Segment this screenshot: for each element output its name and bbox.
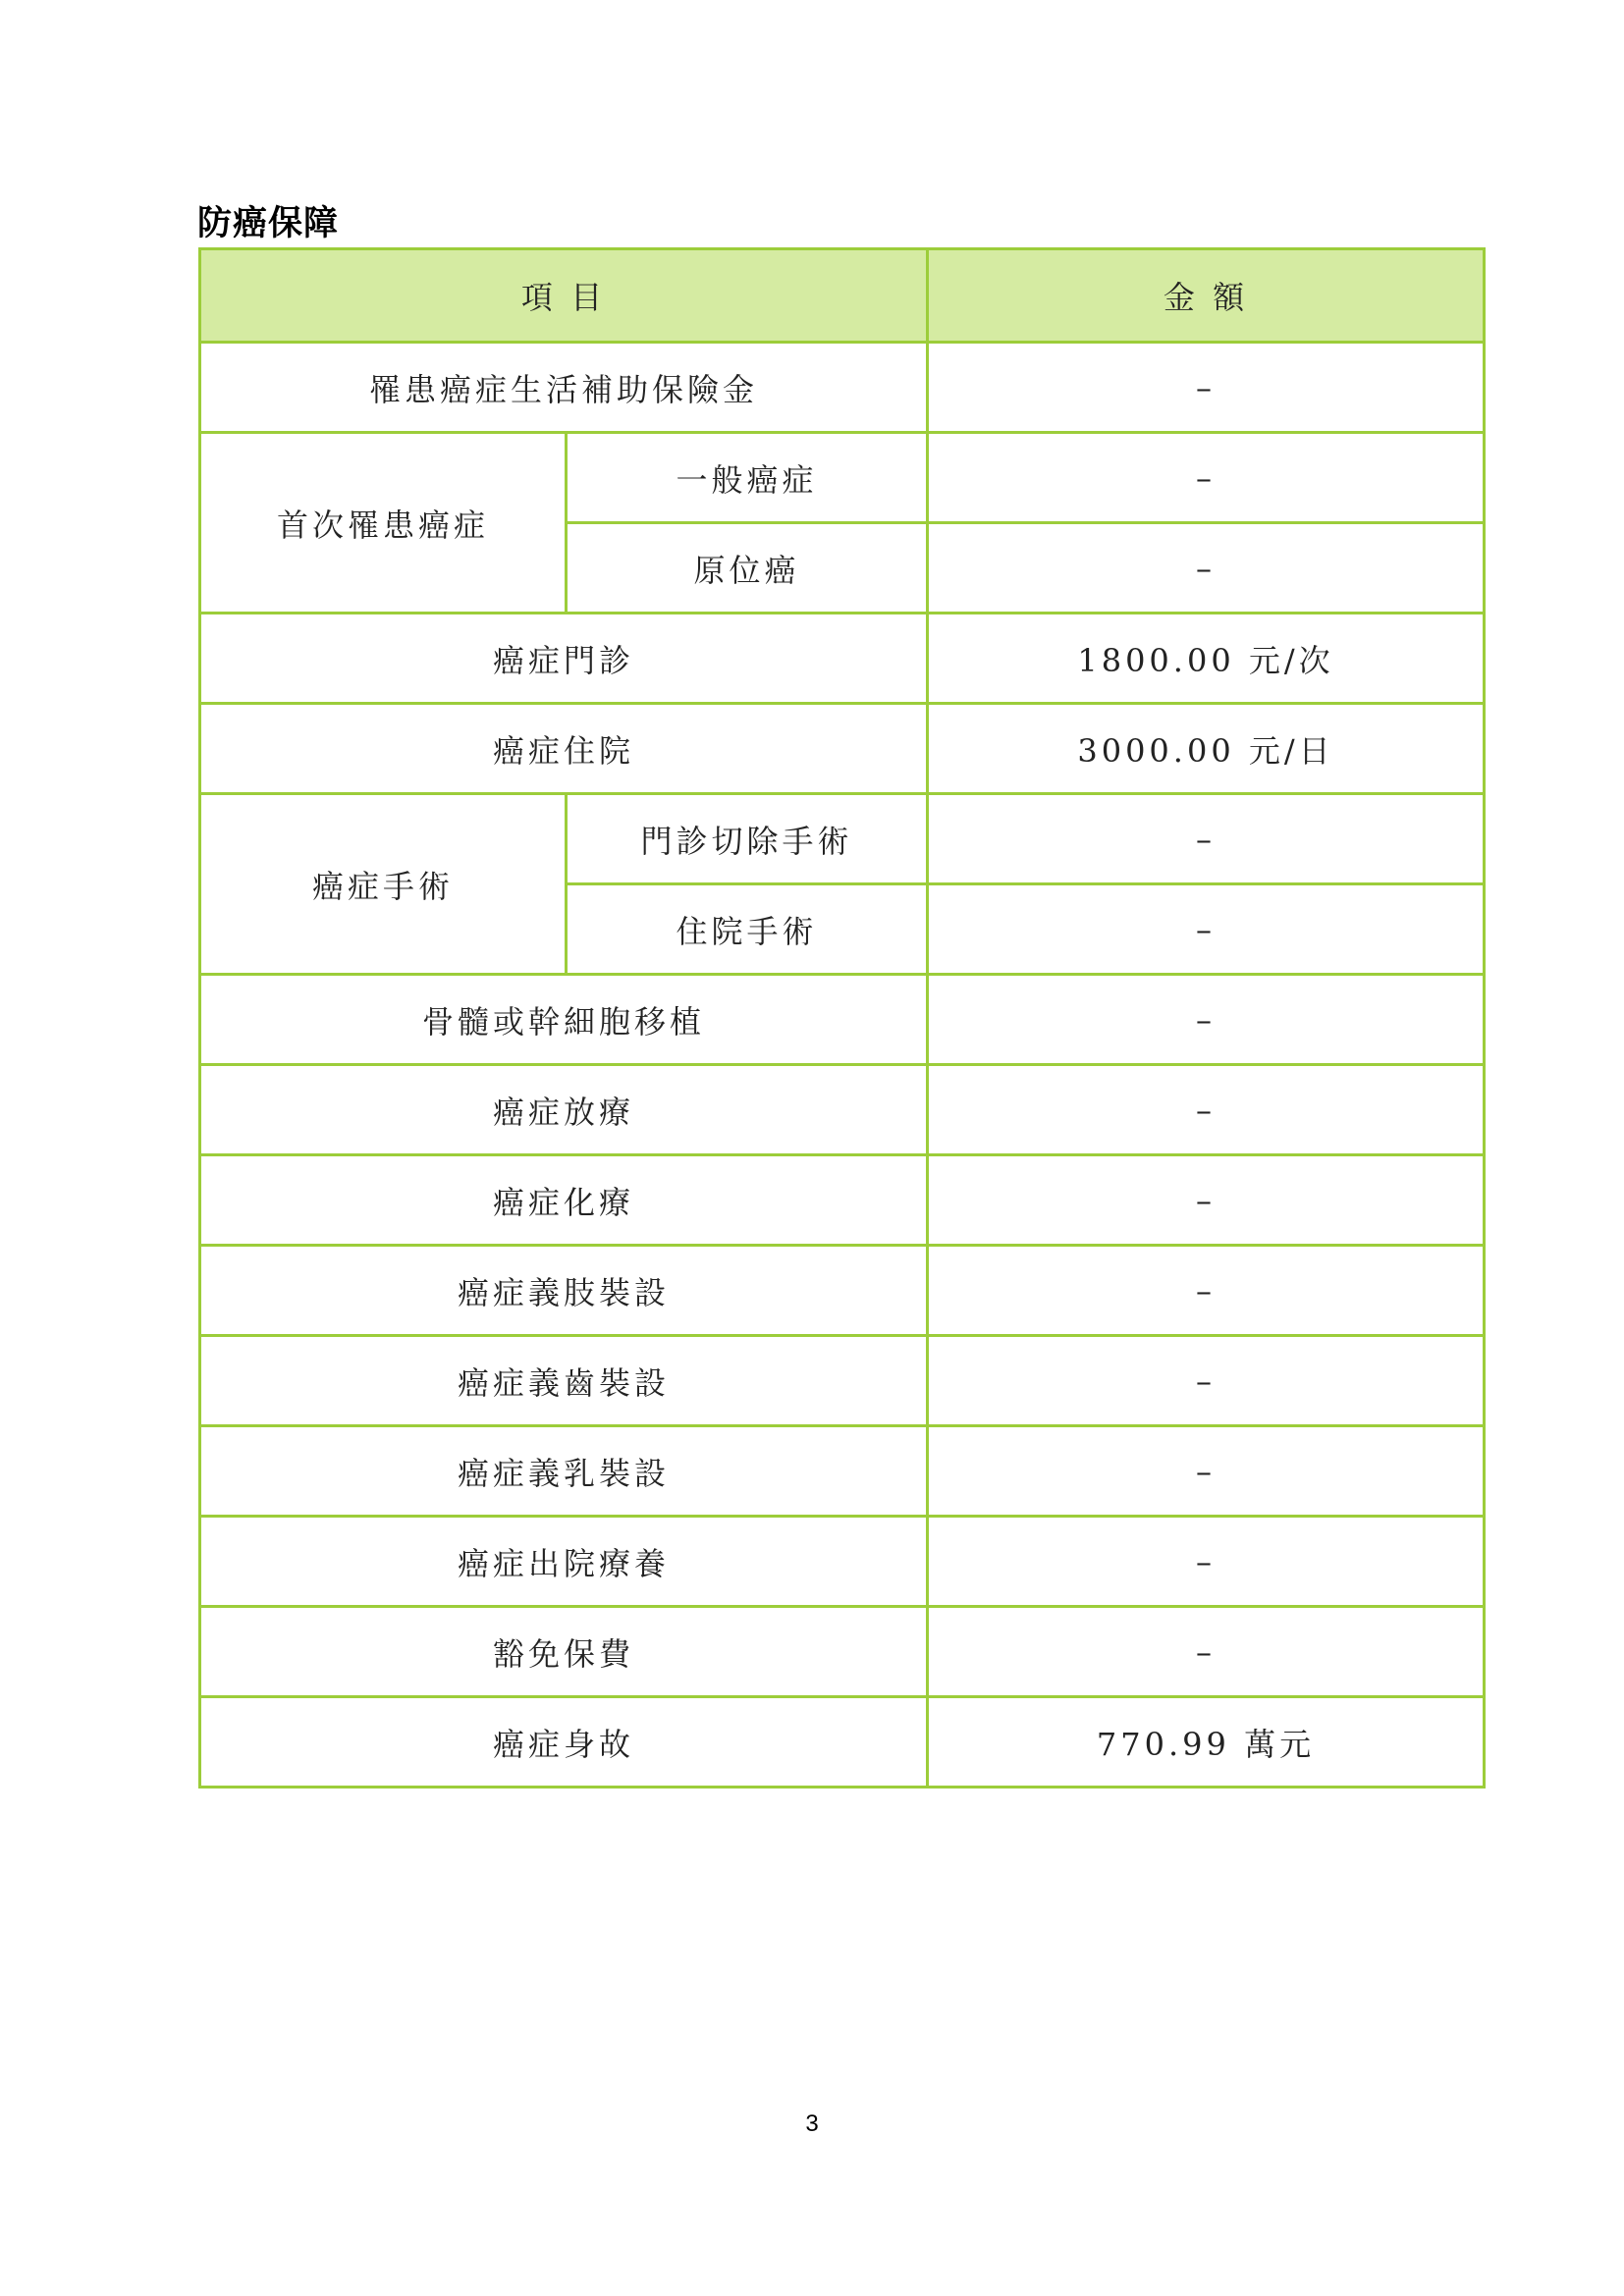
- row-label: 癌症放療: [200, 1065, 928, 1155]
- page-number: 3: [805, 2110, 819, 2137]
- row-value: 770.99 萬元: [928, 1697, 1485, 1788]
- table-row: [200, 1336, 1485, 1426]
- row-sub-label: 門診切除手術: [567, 794, 928, 884]
- row-value: –: [928, 1336, 1485, 1426]
- table-row: [200, 975, 1485, 1065]
- row-value: –: [928, 1607, 1485, 1697]
- row-label: 骨髓或幹細胞移植: [200, 975, 928, 1065]
- row-group-label: 癌症手術: [200, 794, 567, 975]
- row-label: 癌症化療: [200, 1155, 928, 1246]
- row-label: 豁免保費: [200, 1607, 928, 1697]
- table-row: [200, 614, 1485, 704]
- header-amount: 金 額: [928, 249, 1485, 343]
- row-sub-label: 住院手術: [567, 884, 928, 975]
- table-row: [200, 1065, 1485, 1155]
- row-value: –: [928, 1426, 1485, 1517]
- row-sub-label: 一般癌症: [567, 433, 928, 523]
- table-row: [200, 1246, 1485, 1336]
- row-label: 癌症義乳裝設: [200, 1426, 928, 1517]
- table-row: [200, 433, 1485, 523]
- table-row: [200, 1697, 1485, 1788]
- table-row: [200, 1517, 1485, 1607]
- row-sub-label: 原位癌: [567, 523, 928, 614]
- row-label: 癌症義肢裝設: [200, 1246, 928, 1336]
- table-row: [200, 1426, 1485, 1517]
- row-value: –: [928, 433, 1485, 523]
- row-label: 癌症住院: [200, 704, 928, 794]
- table-row: [200, 794, 1485, 884]
- row-label: 罹患癌症生活補助保險金: [200, 343, 928, 433]
- row-label: 癌症身故: [200, 1697, 928, 1788]
- header-item: 項 目: [200, 249, 928, 343]
- table-header-row: [200, 249, 1485, 343]
- row-group-label: 首次罹患癌症: [200, 433, 567, 614]
- row-value: –: [928, 1246, 1485, 1336]
- row-value: 1800.00 元/次: [928, 614, 1485, 704]
- row-value: –: [928, 884, 1485, 975]
- row-value: –: [928, 1155, 1485, 1246]
- row-value: –: [928, 975, 1485, 1065]
- row-value: 3000.00 元/日: [928, 704, 1485, 794]
- row-label: 癌症門診: [200, 614, 928, 704]
- row-value: –: [928, 794, 1485, 884]
- row-label: 癌症出院療養: [200, 1517, 928, 1607]
- section-title: 防癌保障: [197, 204, 340, 243]
- table-row: [200, 1155, 1485, 1246]
- table-row: [200, 343, 1485, 433]
- row-value: –: [928, 1517, 1485, 1607]
- row-label: 癌症義齒裝設: [200, 1336, 928, 1426]
- table-row: [200, 1607, 1485, 1697]
- row-value: –: [928, 343, 1485, 433]
- cancer-coverage-table: [198, 247, 1486, 1789]
- table-row: [200, 704, 1485, 794]
- row-value: –: [928, 523, 1485, 614]
- row-value: –: [928, 1065, 1485, 1155]
